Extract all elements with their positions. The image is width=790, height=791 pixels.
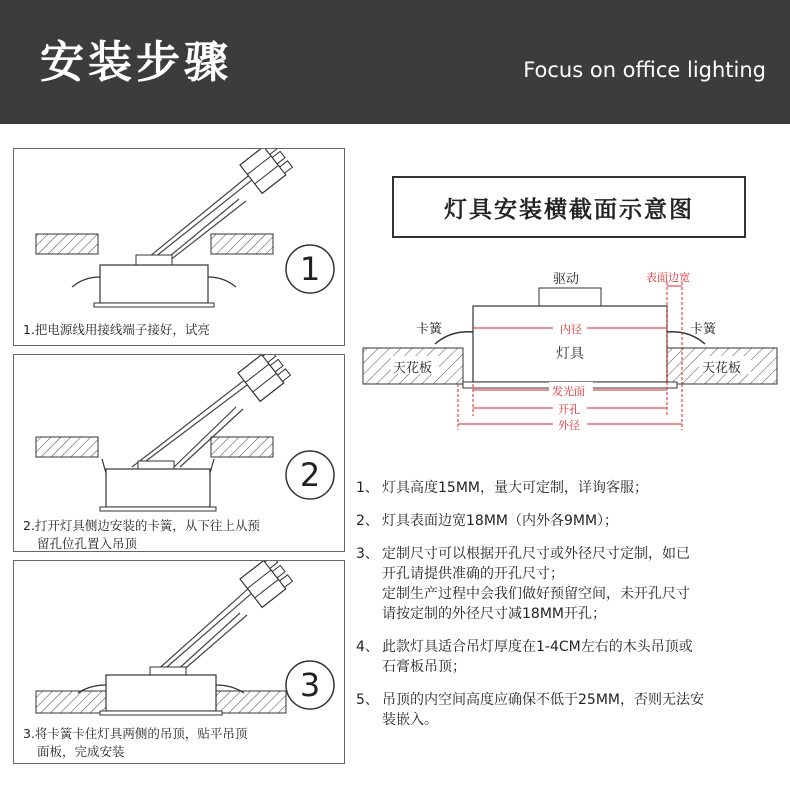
label-ceiling-right: 天花板	[702, 361, 742, 376]
step-3-caption: 3.将卡簧卡住灯具两侧的吊顶，贴平吊顶 面板，完成安装	[23, 726, 248, 759]
step-2-number: 2	[299, 456, 321, 494]
diagram-title: 灯具安装横截面示意图	[444, 196, 694, 223]
note-1: 1、 灯具高度15MM，量大可定制，详询客服；	[356, 480, 648, 496]
step-1-panel	[13, 148, 345, 346]
step-3-panel	[13, 560, 345, 764]
page-title: 安装步骤	[40, 37, 232, 88]
note-2: 2、 灯具表面边宽18MM（内外各9MM）；	[356, 513, 619, 529]
note-3: 3、 定制尺寸可以根据开孔尺寸或外径尺寸定制，如已 开孔请提供准确的开孔尺寸； 定制生产过程中会我们做好预留空间，未开孔尺寸 请按定制的外径尺寸减18MM开孔；	[356, 546, 690, 622]
step-3-number: 3	[299, 666, 321, 704]
step-2-caption: 2.打开灯具侧边安装的卡簧，从下往上从预 留孔位孔置入吊顶	[23, 518, 260, 551]
label-driver: 驱动	[553, 272, 580, 287]
spec-notes	[356, 478, 781, 743]
label-clip-right: 卡簧	[690, 322, 717, 337]
step-2-panel	[13, 354, 345, 552]
note-4: 4、 此款灯具适合吊灯厚度在1-4CM左右的木头吊顶或 石膏板吊顶；	[356, 639, 693, 675]
label-inner-diameter: 内径	[560, 323, 582, 336]
diagram-title-box	[392, 176, 746, 238]
label-emitting-surface: 发光面	[552, 385, 585, 398]
label-surface-edge: 表面边宽	[646, 271, 690, 284]
label-ceiling-left: 天花板	[393, 361, 433, 376]
label-cutout: 开孔	[558, 403, 580, 416]
label-clip-left: 卡簧	[416, 322, 443, 337]
step-1-number: 1	[299, 250, 321, 288]
label-lamp: 灯具	[556, 346, 584, 362]
note-5: 5、 吊顶的内空间高度应确保不低于25MM，否则无法安 装嵌入。	[356, 692, 704, 728]
step-1-caption: 1.把电源线用接线端子接好，试亮	[23, 322, 210, 337]
driver-block	[539, 288, 601, 306]
header-banner	[0, 0, 790, 124]
label-outer-diameter: 外径	[558, 419, 580, 432]
page-subtitle: Focus on office lighting	[523, 58, 766, 82]
